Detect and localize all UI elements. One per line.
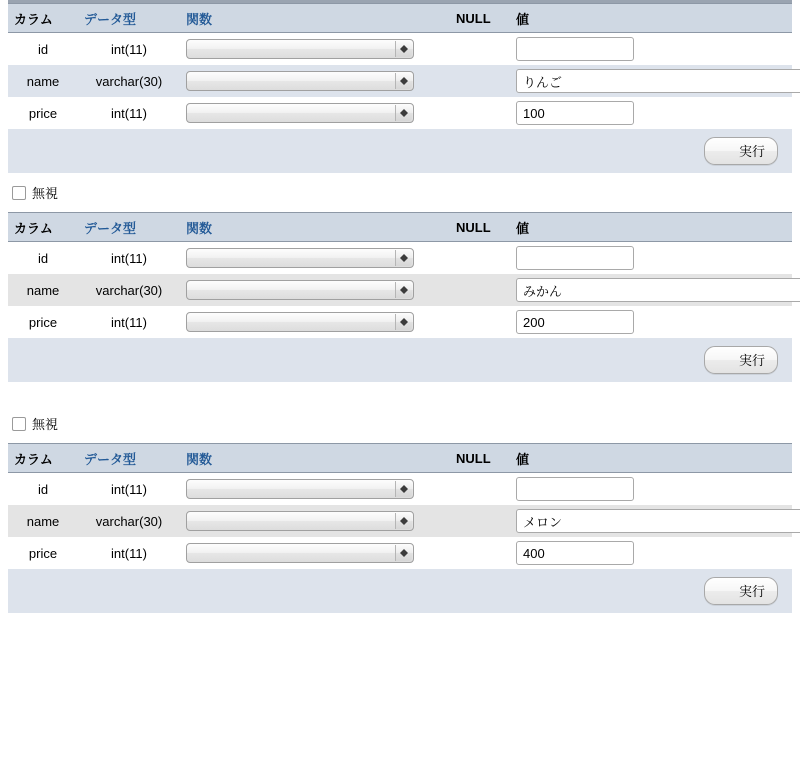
function-select-cell <box>180 505 450 537</box>
cell-column-name: price <box>8 97 78 129</box>
submit-button[interactable]: 実行 <box>704 577 778 605</box>
null-checkbox-cell <box>450 537 510 569</box>
header-value: 値 <box>510 213 792 242</box>
value-input[interactable] <box>516 509 800 533</box>
null-checkbox-cell <box>450 473 510 506</box>
value-cell <box>510 537 792 569</box>
ignore-checkbox[interactable] <box>12 417 26 431</box>
value-input[interactable] <box>516 278 800 302</box>
ignore-row-1 <box>0 173 800 212</box>
function-select-cell <box>180 537 450 569</box>
value-cell <box>510 65 792 97</box>
cell-column-name: name <box>8 505 78 537</box>
table-row <box>8 306 792 338</box>
submit-row <box>8 569 792 613</box>
value-cell <box>510 242 792 275</box>
table-row <box>8 33 792 66</box>
cell-column-name: name <box>8 65 78 97</box>
null-checkbox-cell <box>450 97 510 129</box>
chevron-updown-icon <box>395 250 412 266</box>
value-input[interactable] <box>516 477 634 501</box>
insert-block-1 <box>8 3 792 173</box>
submit-cell <box>8 569 792 613</box>
header-function: 関数 <box>180 213 450 242</box>
chevron-updown-icon <box>395 481 412 497</box>
value-cell <box>510 473 792 506</box>
null-checkbox-cell <box>450 33 510 66</box>
header-function: 関数 <box>180 4 450 33</box>
chevron-updown-icon <box>395 105 412 121</box>
header-type: データ型 <box>78 444 180 473</box>
value-input[interactable] <box>516 69 800 93</box>
insert-table-1 <box>8 3 792 173</box>
chevron-updown-icon <box>395 513 412 529</box>
submit-row <box>8 338 792 382</box>
table-row <box>8 473 792 506</box>
function-select-cell <box>180 242 450 275</box>
cell-column-name: name <box>8 274 78 306</box>
header-value: 値 <box>510 444 792 473</box>
null-checkbox-cell <box>450 505 510 537</box>
value-cell <box>510 33 792 66</box>
cell-column-type: varchar(30) <box>78 505 180 537</box>
header-type: データ型 <box>78 213 180 242</box>
null-checkbox-cell <box>450 306 510 338</box>
function-select-cell <box>180 97 450 129</box>
insert-table-3 <box>8 443 792 613</box>
value-input[interactable] <box>516 246 634 270</box>
header-function: 関数 <box>180 444 450 473</box>
header-value: 値 <box>510 4 792 33</box>
submit-button[interactable]: 実行 <box>704 137 778 165</box>
null-checkbox-cell <box>450 65 510 97</box>
value-input[interactable] <box>516 37 634 61</box>
value-input[interactable] <box>516 101 634 125</box>
header-column: カラム <box>8 444 78 473</box>
submit-cell <box>8 129 792 173</box>
function-select[interactable] <box>186 248 414 268</box>
header-null: NULL <box>450 4 510 33</box>
ignore-label: 無視 <box>32 186 59 201</box>
function-select[interactable] <box>186 511 414 531</box>
block-spacer <box>0 382 800 404</box>
table-header-row <box>8 4 792 33</box>
value-cell <box>510 97 792 129</box>
submit-button[interactable]: 実行 <box>704 346 778 374</box>
function-select-cell <box>180 306 450 338</box>
table-header-row <box>8 444 792 473</box>
header-column: カラム <box>8 213 78 242</box>
function-select[interactable] <box>186 103 414 123</box>
chevron-updown-icon <box>395 41 412 57</box>
value-cell <box>510 306 792 338</box>
chevron-updown-icon <box>395 282 412 298</box>
submit-row <box>8 129 792 173</box>
chevron-updown-icon <box>395 314 412 330</box>
ignore-label: 無視 <box>32 417 59 432</box>
header-type: データ型 <box>78 4 180 33</box>
function-select[interactable] <box>186 39 414 59</box>
function-select[interactable] <box>186 280 414 300</box>
table-row <box>8 65 792 97</box>
header-null: NULL <box>450 444 510 473</box>
function-select-cell <box>180 33 450 66</box>
function-select-cell <box>180 274 450 306</box>
cell-column-type: varchar(30) <box>78 65 180 97</box>
insert-table-2 <box>8 212 792 382</box>
value-input[interactable] <box>516 310 634 334</box>
null-checkbox-cell <box>450 242 510 275</box>
chevron-updown-icon <box>395 73 412 89</box>
null-checkbox-cell <box>450 274 510 306</box>
insert-block-3 <box>8 443 792 613</box>
table-row <box>8 242 792 275</box>
function-select[interactable] <box>186 312 414 332</box>
function-select-cell <box>180 473 450 506</box>
cell-column-name: price <box>8 306 78 338</box>
ignore-checkbox[interactable] <box>12 186 26 200</box>
cell-column-name: price <box>8 537 78 569</box>
cell-column-type: int(11) <box>78 242 180 275</box>
header-column: カラム <box>8 4 78 33</box>
ignore-row-2 <box>0 404 800 443</box>
table-row <box>8 505 792 537</box>
table-header-row <box>8 213 792 242</box>
table-row <box>8 97 792 129</box>
table-row <box>8 274 792 306</box>
value-cell <box>510 505 792 537</box>
insert-block-2 <box>8 212 792 382</box>
cell-column-type: int(11) <box>78 306 180 338</box>
chevron-updown-icon <box>395 545 412 561</box>
value-input[interactable] <box>516 541 634 565</box>
function-select[interactable] <box>186 479 414 499</box>
header-null: NULL <box>450 213 510 242</box>
cell-column-name: id <box>8 473 78 506</box>
function-select[interactable] <box>186 543 414 563</box>
cell-column-name: id <box>8 33 78 66</box>
table-row <box>8 537 792 569</box>
cell-column-type: int(11) <box>78 97 180 129</box>
cell-column-name: id <box>8 242 78 275</box>
submit-cell <box>8 338 792 382</box>
function-select[interactable] <box>186 71 414 91</box>
function-select-cell <box>180 65 450 97</box>
value-cell <box>510 274 792 306</box>
cell-column-type: varchar(30) <box>78 274 180 306</box>
cell-column-type: int(11) <box>78 537 180 569</box>
cell-column-type: int(11) <box>78 473 180 506</box>
cell-column-type: int(11) <box>78 33 180 66</box>
